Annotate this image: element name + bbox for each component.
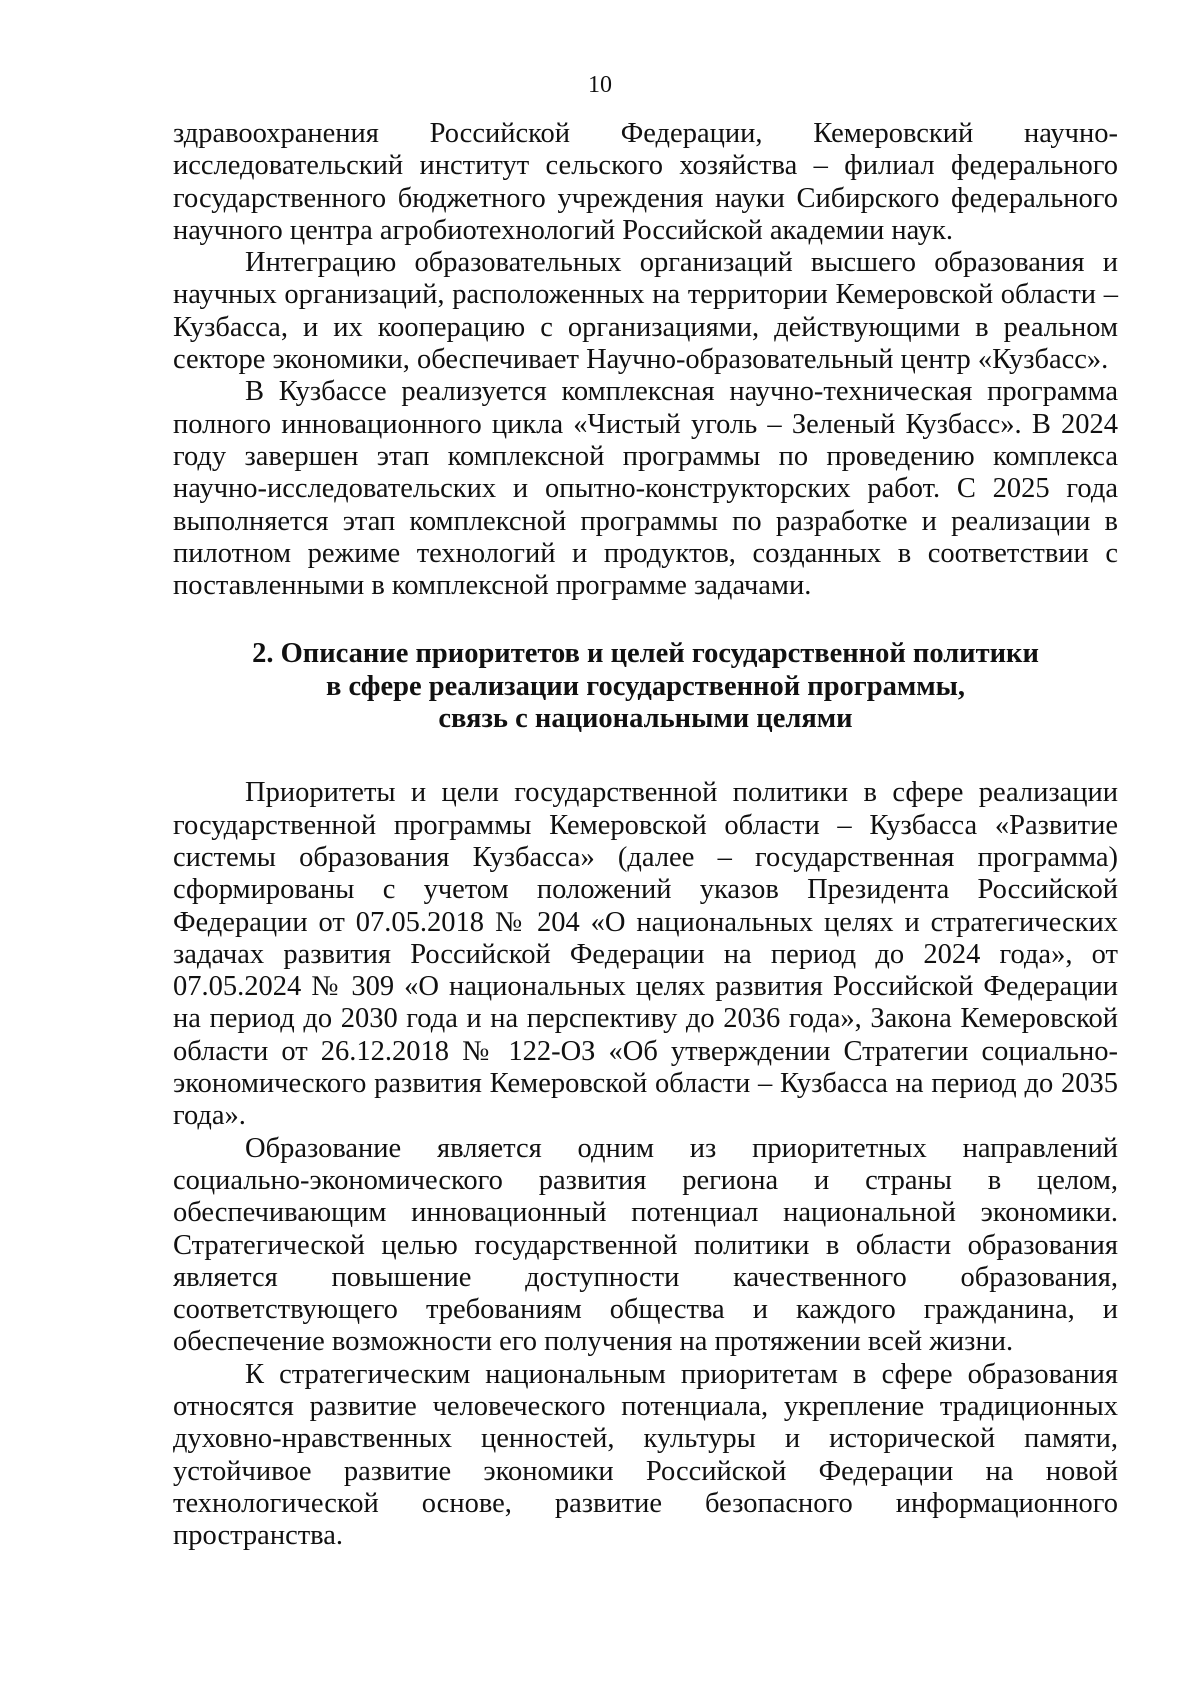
intro-paragraph-integration: Интеграцию образовательных организаций высшего образования и научных организаций, расположенных на территории Кемеровской области – Кузбасса, и их кооперацию с организациями, действующими в реальном секторе экономики, обеспечивает Научно-образовательный центр «Кузбасс». bbox=[173, 247, 1118, 376]
section-2-heading bbox=[173, 638, 1118, 735]
heading-spacer bbox=[173, 735, 1118, 777]
document-body bbox=[173, 118, 1118, 1552]
section-2-heading-line-1: 2. Описание приоритетов и целей государственной политики bbox=[252, 638, 1039, 670]
section-2-paragraph-strategic: К стратегическим национальным приоритетам в сфере образования относятся развитие человеческого потенциала, укрепление традиционных духовно-нравственных ценностей, культуры и исторической памяти, устойчивое развитие экономики Российской Федерации на новой технологической основе, развитие безопасного информационного пространства. bbox=[173, 1358, 1118, 1552]
section-2-paragraph-education: Образование является одним из приоритетных направлений социально-экономического развития региона и страны в целом, обеспечивающим инновационный потенциал национальной экономики. Стратегической целью государственной политики в области образования является повышение доступности качественного образования, соответствующего требованиям общества и каждого гражданина, и обеспечение возможности его получения на протяжении всей жизни. bbox=[173, 1132, 1118, 1358]
intro-paragraph-continuation: здравоохранения Российской Федерации, Кемеровский научно-исследовательский институт сельского хозяйства – филиал федерального государственного бюджетного учреждения науки Сибирского федерального научного центра агробиотехнологий Российской академии наук. bbox=[173, 118, 1118, 246]
intro-paragraph-clean-coal: В Кузбассе реализуется комплексная научно-техническая программа полного инновационного цикла «Чистый уголь – Зеленый Кузбасс». В 2024 году завершен этап комплексной программы по проведению комплекса научно-исследовательских и опытно-конструкторских работ. С 2025 года выполняется этап комплексной программы по разработке и реализации в пилотном режиме технологий и продуктов, созданных в соответствии с поставленными в комплексной программе задачами. bbox=[173, 376, 1118, 602]
page-number: 10 bbox=[588, 72, 612, 98]
section-2-heading-line-3: связь с национальными целями bbox=[438, 703, 853, 735]
section-2-paragraph-priorities: Приоритеты и цели государственной политики в сфере реализации государственной программы Кемеровской области – Кузбасса «Развитие системы образования Кузбасса» (далее – государственная программа) сформированы с учетом положений указов Президента Российской Федерации от 07.05.2018 № 204 «О национальных целях и стратегических задачах развития Российской Федерации на период до 2024 года», от 07.05.2024 № 309 «О национальных целях развития Российской Федерации на период до 2030 года и на перспективу до 2036 года», Закона Кемеровской области от 26.12.2018 № 122-ОЗ «Об утверждении Стратегии социально-экономического развития Кемеровской области – Кузбасса на период до 2035 года». bbox=[173, 777, 1118, 1132]
section-2-heading-line-2: в сфере реализации государственной программы, bbox=[325, 670, 966, 702]
